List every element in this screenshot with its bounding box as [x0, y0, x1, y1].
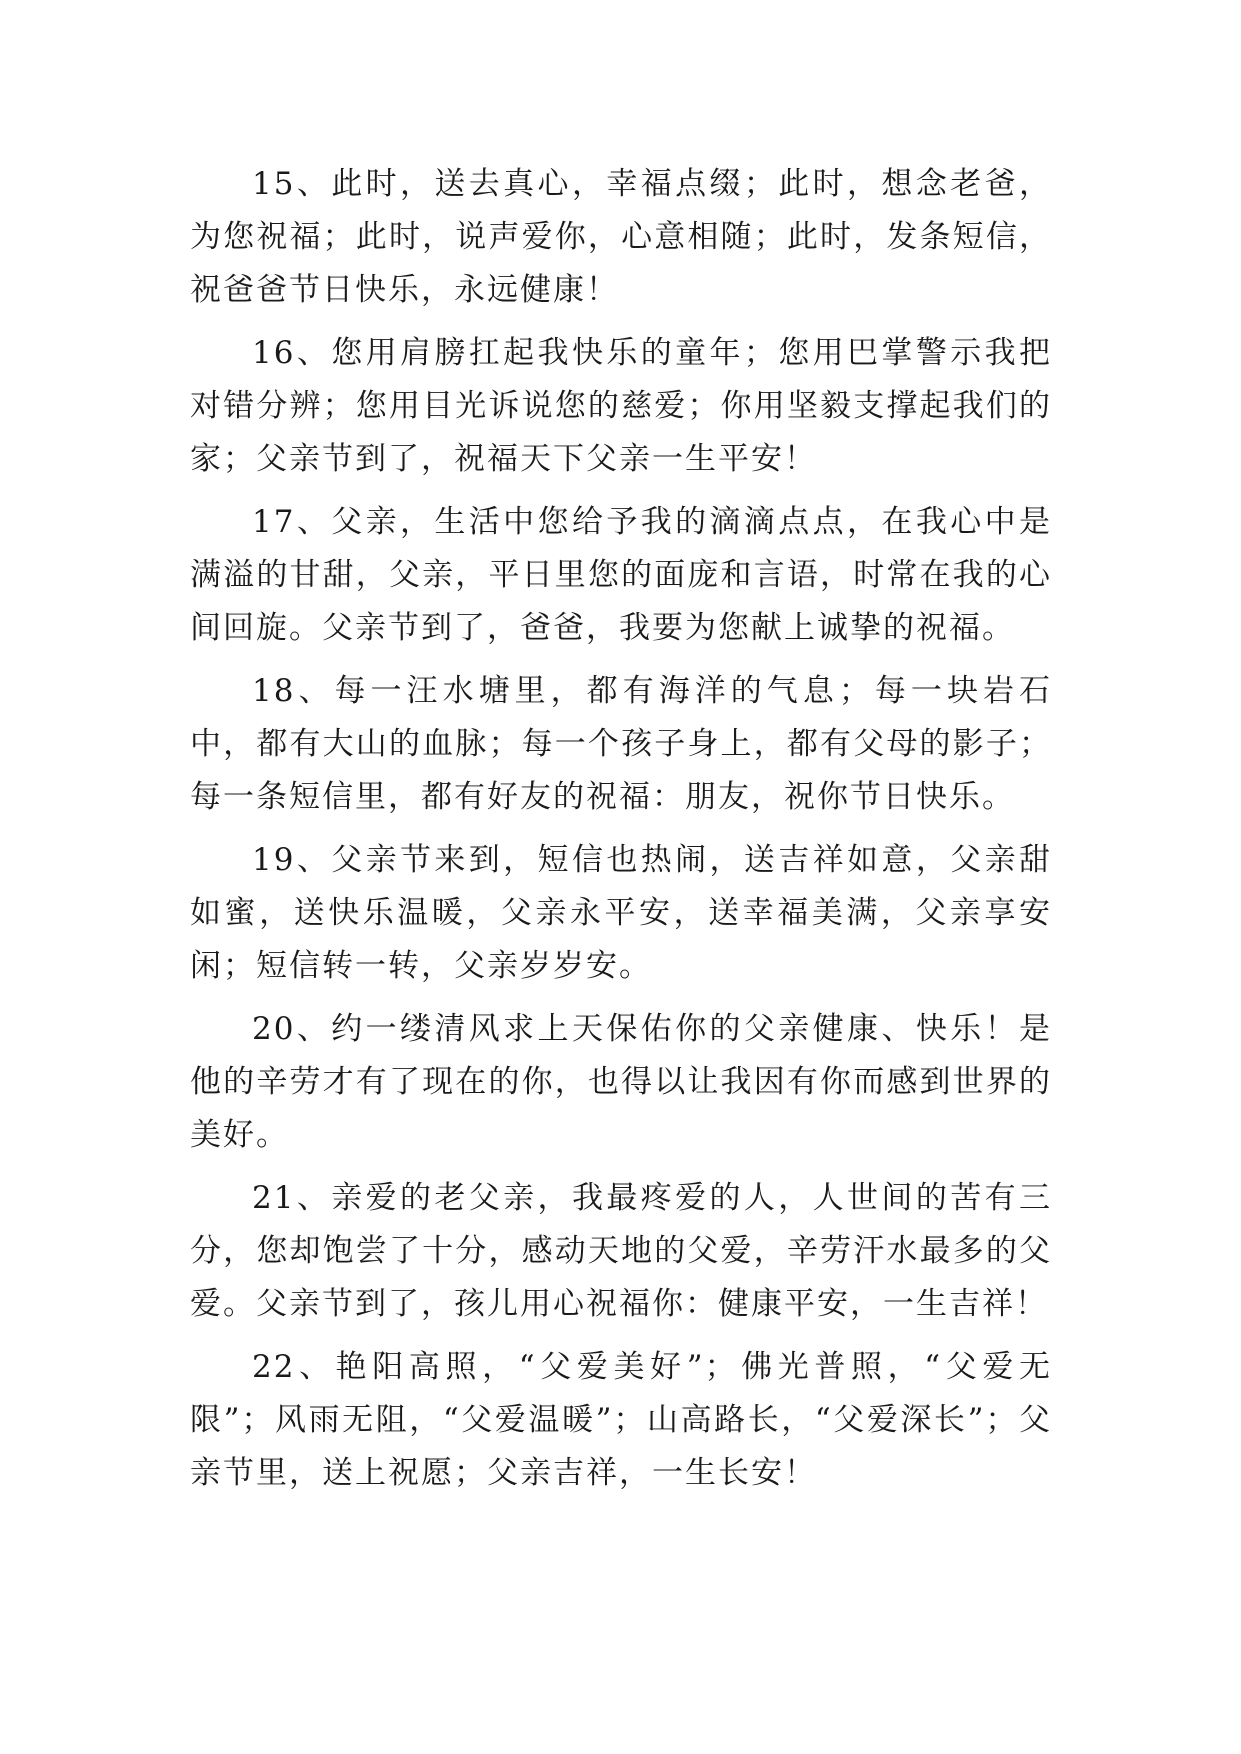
- paragraph-15: 15、此时，送去真心，幸福点缀；此时，想念老爸，为您祝福；此时，说声爱你，心意相随；此时，发条短信，祝爸爸节日快乐，永远健康！: [190, 166, 1052, 308]
- paragraph-16: 16、您用肩膀扛起我快乐的童年；您用巴掌警示我把对错分辨；您用目光诉说您的慈爱；你用坚毅支撑起我们的家；父亲节到了，祝福天下父亲一生平安！: [190, 335, 1052, 477]
- paragraph-17: 17、父亲，生活中您给予我的滴滴点点，在我心中是满溢的甘甜，父亲，平日里您的面庞和言语，时常在我的心间回旋。父亲节到了，爸爸，我要为您献上诚挚的祝福。: [190, 504, 1052, 646]
- paragraph-20: 20、约一缕清风求上天保佑你的父亲健康、快乐！是他的辛劳才有了现在的你，也得以让我因有你而感到世界的美好。: [190, 1011, 1052, 1153]
- paragraph-21: 21、亲爱的老父亲，我最疼爱的人，人世间的苦有三分，您却饱尝了十分，感动天地的父爱，辛劳汗水最多的父爱。父亲节到了，孩儿用心祝福你：健康平安，一生吉祥！: [190, 1180, 1052, 1322]
- paragraph-19: 19、父亲节来到，短信也热闹，送吉祥如意，父亲甜如蜜，送快乐温暖，父亲永平安，送幸福美满，父亲享安闲；短信转一转，父亲岁岁安。: [190, 842, 1052, 984]
- paragraph-18: 18、每一汪水塘里，都有海洋的气息；每一块岩石中，都有大山的血脉；每一个孩子身上，都有父母的影子；每一条短信里，都有好友的祝福：朋友，祝你节日快乐。: [190, 673, 1052, 815]
- document-body: [190, 158, 1052, 1510]
- paragraph-22: 22、艳阳高照，“父爱美好”；佛光普照，“父爱无限”；风雨无阻，“父爱温暖”；山高路长，“父爱深长”；父亲节里，送上祝愿；父亲吉祥，一生长安！: [190, 1349, 1052, 1491]
